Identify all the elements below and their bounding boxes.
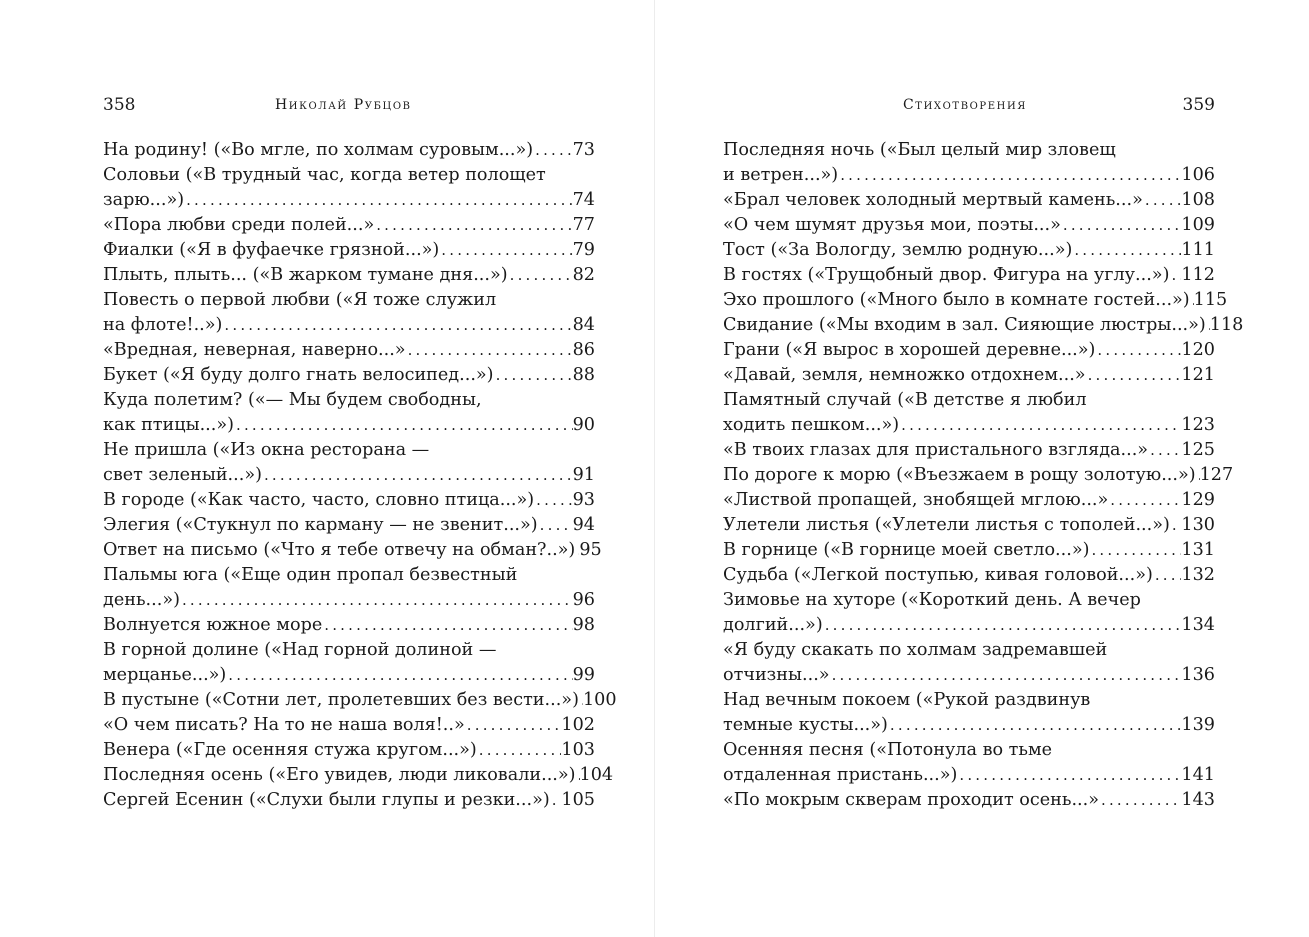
toc-entry (103, 738, 595, 763)
dot-leader (1099, 788, 1181, 813)
toc-entry (103, 613, 595, 638)
right-page (655, 0, 1309, 937)
dot-leader (1143, 188, 1182, 213)
toc-entry-title: Судьба («Легкой поступью, кивая головой...») (723, 565, 1153, 585)
toc-entry-line (723, 188, 1215, 213)
toc-entry-line (723, 538, 1215, 563)
toc-entry-title: В горной долине («Над горной долиной — (103, 640, 497, 660)
toc-page-number: 91 (572, 465, 595, 485)
dot-leader (1170, 513, 1182, 538)
toc-entry-line (103, 388, 595, 413)
toc-entry-line (723, 713, 1215, 738)
dot-leader (550, 788, 562, 813)
toc-entry (723, 388, 1215, 438)
toc-entry-line (103, 663, 595, 688)
toc-page-number: 102 (561, 715, 595, 735)
toc-entry (723, 238, 1215, 263)
toc-page-number: 77 (572, 215, 595, 235)
toc-entry (723, 513, 1215, 538)
toc-page-number: 129 (1181, 490, 1215, 510)
toc-entry-title: Венера («Где осенняя стужа кругом...») (103, 740, 477, 760)
dot-leader (1108, 488, 1181, 513)
toc-entry (103, 363, 595, 388)
toc-entry-line (723, 338, 1215, 363)
toc-entry-line (103, 413, 595, 438)
dot-leader (234, 413, 573, 438)
toc-entry-title: Элегия («Стукнул по карману — не звенит...») (103, 515, 538, 535)
dot-leader (322, 613, 572, 638)
toc-entry-title: Букет («Я буду долго гнать велосипед...») (103, 365, 494, 385)
toc-entry-title: Грани («Я вырос в хорошей деревне...») (723, 340, 1096, 360)
toc-entry-line (723, 313, 1244, 338)
toc-page-number: 109 (1181, 215, 1215, 235)
left-page-header (103, 93, 595, 117)
toc-entry-title: Повесть о первой любви («Я тоже служил (103, 290, 497, 310)
dot-leader (184, 188, 573, 213)
toc-entry-title: Фиалки («Я в фуфаечке грязной...») (103, 240, 440, 260)
dot-leader (508, 263, 573, 288)
toc-page-number: 121 (1181, 365, 1215, 385)
dot-leader (1061, 213, 1182, 238)
table-of-contents (723, 138, 1244, 813)
toc-entry-title: Тост («За Вологду, землю родную...») (723, 240, 1073, 260)
toc-entry (723, 138, 1215, 188)
toc-entry-title: как птицы...») (103, 415, 234, 435)
toc-entry-title: Соловьи («В трудный час, когда ветер полощет (103, 165, 546, 185)
toc-page-number: 115 (1193, 290, 1228, 310)
dot-leader (1086, 363, 1182, 388)
toc-entry-line (723, 213, 1215, 238)
dot-leader (226, 663, 572, 688)
toc-entry (103, 713, 595, 738)
toc-page-number: 111 (1181, 240, 1215, 260)
toc-entry-title: «Вредная, неверная, наверно...» (103, 340, 406, 360)
toc-entry-line (723, 613, 1215, 638)
dot-leader (830, 663, 1182, 688)
toc-entry (103, 513, 595, 538)
toc-entry-line (103, 588, 595, 613)
toc-entry-line (103, 363, 595, 388)
toc-page-number: 120 (1181, 340, 1215, 360)
toc-entry-line (723, 688, 1215, 713)
toc-entry (723, 313, 1244, 338)
toc-page-number: 86 (572, 340, 595, 360)
toc-entry (103, 438, 595, 488)
dot-leader (1089, 538, 1181, 563)
toc-entry-line (723, 363, 1215, 388)
toc-entry-line (723, 663, 1215, 688)
dot-leader (494, 363, 573, 388)
toc-entry-title: Пальмы юга («Еще один пропал безвестный (103, 565, 518, 585)
toc-entry-title: «Брал человек холодный мертвый камень...» (723, 190, 1143, 210)
toc-page-number: 134 (1181, 615, 1215, 635)
toc-entry-line (723, 513, 1215, 538)
dot-leader (1072, 238, 1181, 263)
toc-entry-title: Плыть, плыть... («В жарком тумане дня...») (103, 265, 508, 285)
toc-entry-title: «По мокрым скверам проходит осень...» (723, 790, 1099, 810)
toc-entry-title: долгий...») (723, 615, 823, 635)
toc-entry (103, 488, 595, 513)
toc-entry-line (103, 788, 595, 813)
toc-entry-title: На родину! («Во мгле, по холмам суровым...») (103, 140, 534, 160)
toc-entry (723, 263, 1215, 288)
toc-entry-title: В горнице («В горнице моей светло...») (723, 540, 1090, 560)
toc-entry-line (723, 638, 1215, 663)
toc-entry (723, 588, 1215, 638)
toc-entry-line (103, 638, 595, 663)
toc-entry (103, 788, 595, 813)
toc-entry (103, 263, 595, 288)
toc-entry-title: Улетели листья («Улетели листья с тополей...») (723, 515, 1170, 535)
toc-page-number: 94 (572, 515, 595, 535)
toc-entry-title: В городе («Как часто, часто, словно птица...») (103, 490, 535, 510)
toc-entry (103, 138, 595, 163)
toc-entry (103, 288, 595, 338)
toc-page-number: 105 (561, 790, 595, 810)
toc-entry-line (723, 488, 1215, 513)
toc-page-number: 118 (1209, 315, 1244, 335)
toc-entry-line (103, 538, 602, 563)
toc-entry (723, 688, 1215, 738)
toc-entry (723, 438, 1215, 463)
toc-page-number: 73 (572, 140, 595, 160)
toc-entry-title: день...») (103, 590, 180, 610)
toc-entry-title: Ответ на письмо («Что я тебе отвечу на обман?..») (103, 540, 576, 560)
toc-entry (103, 163, 595, 213)
toc-entry-title: и ветрен...») (723, 165, 839, 185)
toc-entry (723, 563, 1215, 588)
toc-entry-title: В пустыне («Сотни лет, пролетевших без вести...») (103, 690, 579, 710)
toc-entry-line (723, 438, 1215, 463)
toc-entry (103, 563, 595, 613)
toc-entry-line (103, 288, 595, 313)
toc-entry-title: «Я буду скакать по холмам задремавшей (723, 640, 1108, 660)
toc-entry (723, 538, 1215, 563)
toc-entry (103, 538, 602, 563)
dot-leader (899, 413, 1181, 438)
toc-entry-line (103, 338, 595, 363)
table-of-contents (103, 138, 617, 813)
page-number: 358 (103, 95, 136, 115)
toc-entry (103, 338, 595, 363)
toc-entry-title: «О чем шумят друзья мои, поэты...» (723, 215, 1061, 235)
toc-page-number: 106 (1181, 165, 1215, 185)
toc-entry-line (723, 588, 1215, 613)
dot-leader (180, 588, 573, 613)
toc-page-number: 104 (579, 765, 614, 785)
toc-page-number: 136 (1181, 665, 1215, 685)
toc-page-number: 98 (572, 615, 595, 635)
toc-entry-title: отдаленная пристань...») (723, 765, 958, 785)
dot-leader (262, 463, 573, 488)
toc-page-number: 79 (572, 240, 595, 260)
toc-page-number: 100 (582, 690, 617, 710)
toc-entry-line (723, 238, 1215, 263)
toc-entry-line (103, 488, 595, 513)
toc-page-number: 132 (1181, 565, 1215, 585)
left-page (0, 0, 654, 937)
toc-page-number: 131 (1181, 540, 1215, 560)
toc-entry-line (103, 463, 595, 488)
toc-entry-title: темные кусты...») (723, 715, 888, 735)
toc-entry-line (103, 138, 595, 163)
toc-entry-line (723, 413, 1215, 438)
dot-leader (838, 163, 1181, 188)
toc-entry-line (103, 238, 595, 263)
toc-entry-title: Зимовье на хуторе («Короткий день. А вечер (723, 590, 1141, 610)
toc-entry-title: зарю...») (103, 190, 185, 210)
toc-page-number: 143 (1181, 790, 1215, 810)
dot-leader (465, 713, 562, 738)
dot-leader (406, 338, 573, 363)
toc-entry (723, 463, 1234, 488)
toc-entry-line (723, 163, 1215, 188)
toc-entry-line (723, 138, 1215, 163)
toc-entry-line (103, 763, 614, 788)
toc-entry (723, 288, 1228, 313)
dot-leader (1169, 263, 1181, 288)
toc-entry-line (103, 563, 595, 588)
toc-entry (103, 388, 595, 438)
toc-page-number: 82 (572, 265, 595, 285)
toc-entry-line (103, 613, 595, 638)
toc-entry-title: Свидание («Мы входим в зал. Сияющие люстры...») (723, 315, 1206, 335)
toc-entry-line (103, 688, 617, 713)
toc-entry (723, 638, 1215, 688)
toc-page-number: 84 (572, 315, 595, 335)
toc-page-number: 108 (1181, 190, 1215, 210)
toc-page-number: 125 (1181, 440, 1215, 460)
toc-entry (723, 488, 1215, 513)
toc-page-number: 96 (572, 590, 595, 610)
toc-page-number: 130 (1181, 515, 1215, 535)
toc-entry-line (103, 513, 595, 538)
toc-entry-title: «Листвой пропащей, знобящей мглою...» (723, 490, 1109, 510)
dot-leader (374, 213, 572, 238)
toc-entry-line (723, 263, 1215, 288)
dot-leader (534, 488, 572, 513)
toc-page-number: 139 (1181, 715, 1215, 735)
toc-entry-title: на флоте!..») (103, 315, 223, 335)
toc-entry-title: «Пора любви среди полей...» (103, 215, 375, 235)
toc-entry-line (723, 738, 1215, 763)
toc-entry (103, 688, 617, 713)
dot-leader (222, 313, 572, 338)
toc-page-number: 90 (572, 415, 595, 435)
toc-entry-title: ходить пешком...») (723, 415, 900, 435)
toc-entry-line (723, 763, 1215, 788)
toc-entry-line (723, 788, 1215, 813)
toc-entry-title: Над вечным покоем («Рукой раздвинув (723, 690, 1091, 710)
toc-page-number: 93 (572, 490, 595, 510)
toc-entry-line (103, 213, 595, 238)
toc-entry-line (103, 313, 595, 338)
toc-entry (723, 363, 1215, 388)
toc-entry-title: Волнуется южное море (103, 615, 323, 635)
dot-leader (1148, 438, 1181, 463)
toc-entry-title: «В твоих глазах для пристального взгляда...» (723, 440, 1149, 460)
dot-leader (477, 738, 562, 763)
toc-entry-title: Сергей Есенин («Слухи были глупы и резки...») (103, 790, 550, 810)
toc-entry (723, 213, 1215, 238)
right-page-header (723, 93, 1215, 117)
toc-entry-line (103, 713, 595, 738)
toc-page-number: 141 (1181, 765, 1215, 785)
toc-entry-line (103, 738, 595, 763)
toc-entry-line (103, 438, 595, 463)
page-number: 359 (1182, 95, 1215, 115)
toc-page-number: 74 (572, 190, 595, 210)
toc-entry (103, 213, 595, 238)
toc-entry-title: отчизны...» (723, 665, 830, 685)
toc-entry (103, 763, 614, 788)
toc-entry-title: свет зеленый...») (103, 465, 262, 485)
dot-leader (888, 713, 1181, 738)
toc-page-number: 88 (572, 365, 595, 385)
dot-leader (439, 238, 572, 263)
toc-entry-title: Эхо прошлого («Много было в комнате гостей...») (723, 290, 1190, 310)
toc-entry-line (103, 263, 595, 288)
toc-entry-title: Осенняя песня («Потонула во тьме (723, 740, 1053, 760)
toc-page-number: 99 (572, 665, 595, 685)
dot-leader (538, 513, 573, 538)
toc-entry-title: Куда полетим? («— Мы будем свободны, (103, 390, 482, 410)
toc-entry-title: «Давай, земля, немножко отдохнем...» (723, 365, 1086, 385)
running-head: Стихотворения (903, 97, 1027, 113)
toc-page-number: 112 (1181, 265, 1215, 285)
toc-entry-line (723, 288, 1228, 313)
toc-page-number: 103 (561, 740, 595, 760)
dot-leader (533, 138, 572, 163)
running-head: Николай Рубцов (275, 97, 412, 113)
toc-entry-line (723, 563, 1215, 588)
toc-entry-line (103, 163, 595, 188)
dot-leader (823, 613, 1182, 638)
toc-entry (723, 188, 1215, 213)
toc-entry (723, 338, 1215, 363)
toc-entry (723, 788, 1215, 813)
toc-entry (103, 238, 595, 263)
toc-page-number: 127 (1199, 465, 1234, 485)
toc-entry-line (103, 188, 595, 213)
toc-entry (723, 738, 1215, 788)
toc-entry-title: мерцанье...») (103, 665, 227, 685)
toc-page-number: 123 (1181, 415, 1215, 435)
toc-entry-title: «О чем писать? На то не наша воля!..» (103, 715, 465, 735)
toc-entry-title: Не пришла («Из окна ресторана — (103, 440, 430, 460)
toc-entry-title: Памятный случай («В детстве я любил (723, 390, 1087, 410)
toc-entry-line (723, 463, 1234, 488)
toc-entry-title: В гостях («Трущобный двор. Фигура на углу...») (723, 265, 1170, 285)
toc-entry-title: Последняя осень («Его увидев, люди ликовали...») (103, 765, 576, 785)
toc-entry-title: По дороге к морю («Въезжаем в рощу золотую...») (723, 465, 1196, 485)
toc-entry (103, 638, 595, 688)
dot-leader (1153, 563, 1182, 588)
toc-entry-line (723, 388, 1215, 413)
dot-leader (1095, 338, 1181, 363)
toc-page-number: 95 (579, 540, 602, 560)
dot-leader (957, 763, 1181, 788)
toc-entry-title: Последняя ночь («Был целый мир зловещ (723, 140, 1116, 160)
